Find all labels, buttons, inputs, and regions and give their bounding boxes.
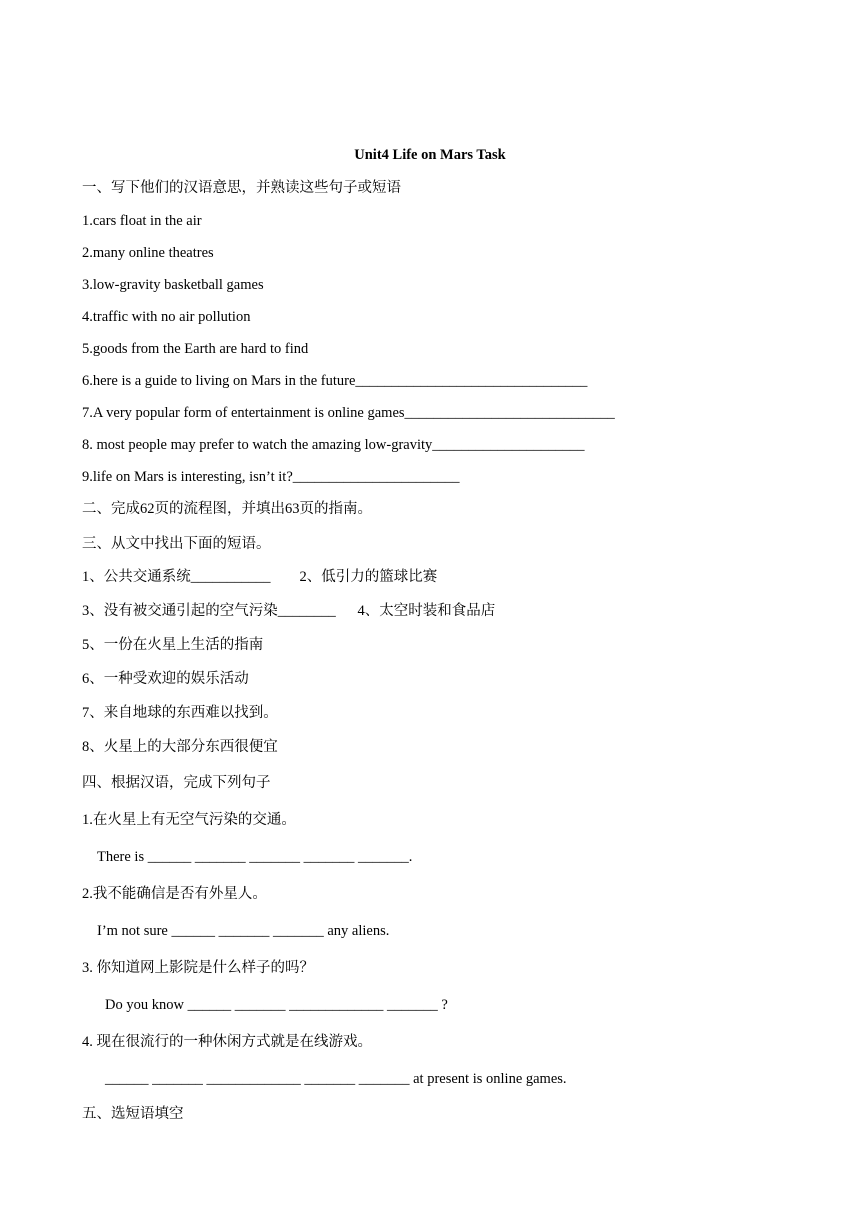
page-title: Unit4 Life on Mars Task [354,147,506,163]
phrase-item: 3.low-gravity basketball games [82,277,264,293]
phrase-item: 5.goods from the Earth are hard to find [82,341,309,357]
section-heading: 二、完成62页的流程图，并填出63页的指南。 [82,501,372,517]
answer-line: Do you know ______ _______ _____________ _______ ? [105,997,448,1013]
phrase-item: 7.A very popular form of entertainment is online games_____________________________ [82,405,615,421]
question-prompt: 4. 现在很流行的一种休闲方式就是在线游戏。 [82,1034,372,1050]
answer-line: ______ _______ _____________ _______ _______ at present is online games. [105,1071,567,1087]
section-heading: 四、根据汉语，完成下列句子 [82,775,271,791]
phrase-item: 8、火星上的大部分东西很便宜 [82,739,278,755]
section-heading: 五、选短语填空 [82,1106,184,1122]
phrase-item: 3、没有被交通引起的空气污染________ 4、太空时装和食品店 [82,603,496,619]
answer-line: I’m not sure ______ _______ _______ any aliens. [97,923,390,939]
answer-line: There is ______ _______ _______ _______ _______. [97,849,413,865]
phrase-item: 1.cars float in the air [82,213,202,229]
phrase-item: 5、一份在火星上生活的指南 [82,637,264,653]
phrase-item: 8. most people may prefer to watch the amazing low-gravity_____________________ [82,437,585,453]
question-prompt: 1.在火星上有无空气污染的交通。 [82,812,296,828]
phrase-item: 4.traffic with no air pollution [82,309,251,325]
question-prompt: 3. 你知道网上影院是什么样子的吗？ [82,960,314,976]
phrase-item: 2.many online theatres [82,245,214,261]
section-heading: 一、写下他们的汉语意思，并熟读这些句子或短语 [82,180,401,196]
phrase-item: 7、来自地球的东西难以找到。 [82,705,278,721]
phrase-item: 6、一种受欢迎的娱乐活动 [82,671,249,687]
phrase-item: 9.life on Mars is interesting, isn’t it?_______________________ [82,469,460,485]
phrase-item: 6.here is a guide to living on Mars in the future________________________________ [82,373,588,389]
question-prompt: 2.我不能确信是否有外星人。 [82,886,267,902]
phrase-item: 1、公共交通系统___________ 2、低引力的篮球比赛 [82,569,438,585]
section-heading: 三、从文中找出下面的短语。 [82,536,271,552]
